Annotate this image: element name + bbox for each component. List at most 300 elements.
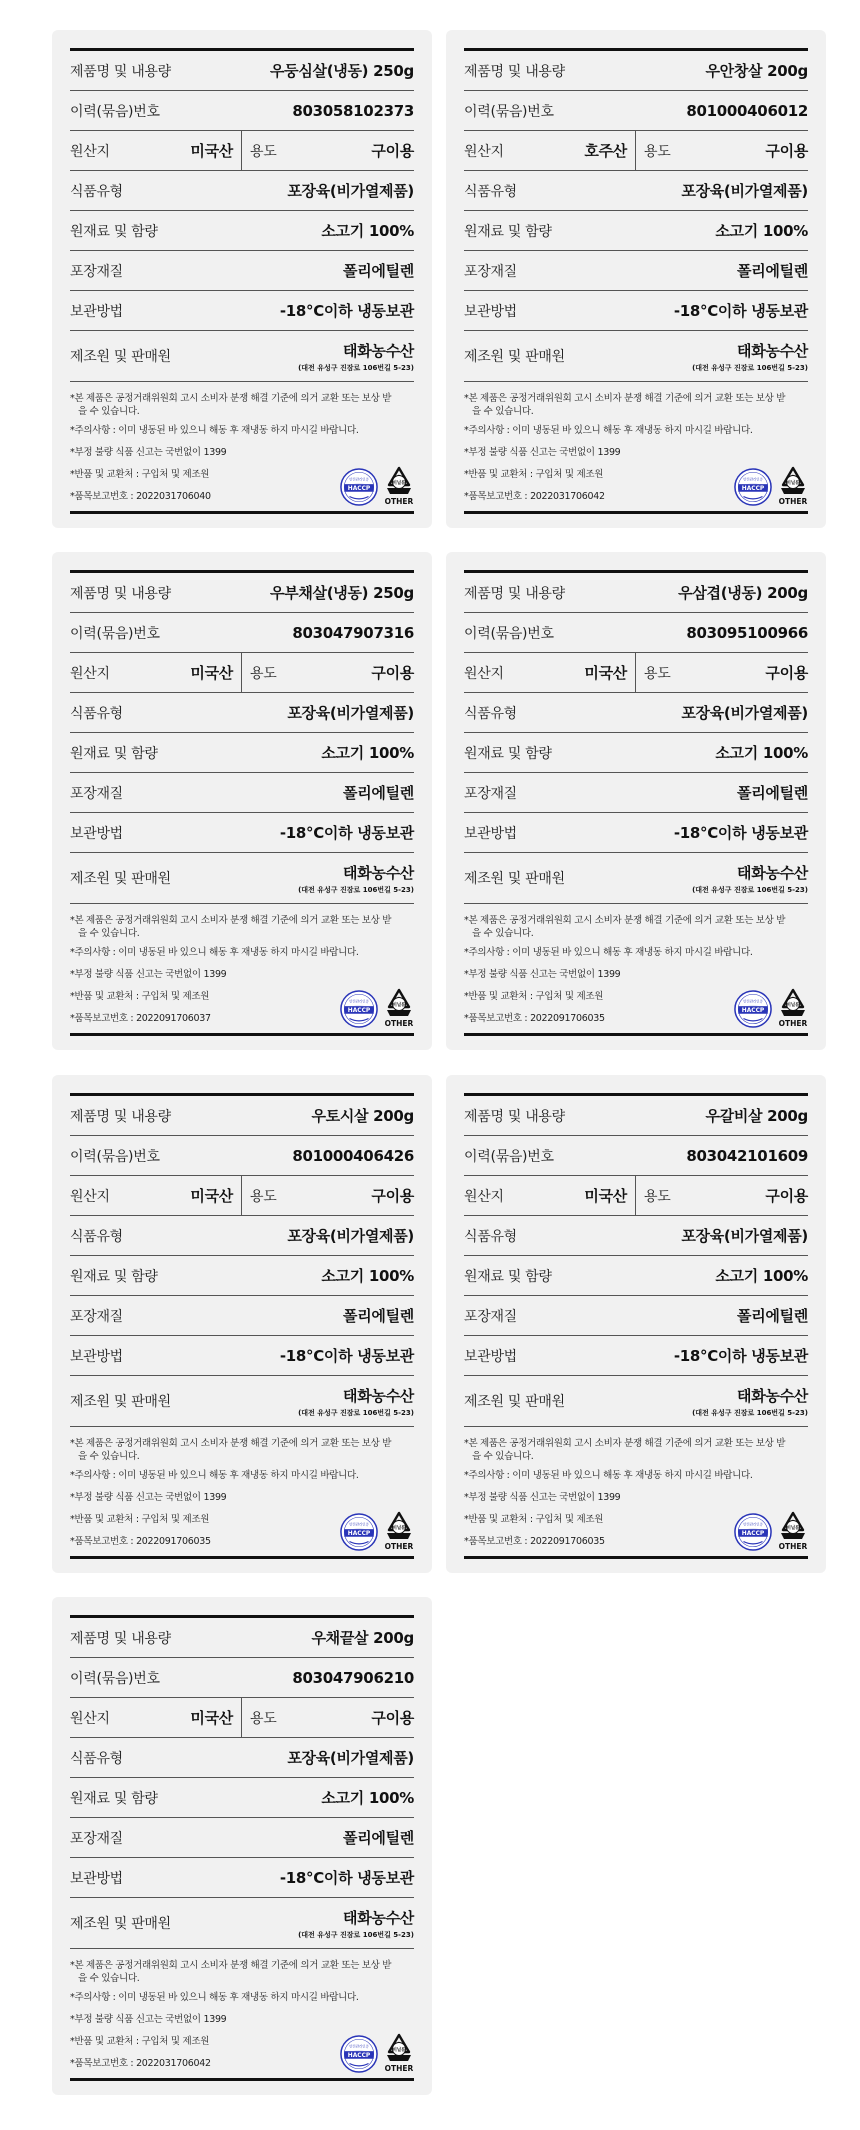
storage-label: 보관방법 xyxy=(70,1870,123,1887)
report-number: 2022031706040 xyxy=(136,491,211,502)
ingredients-label: 원재료 및 함량 xyxy=(464,745,552,762)
food-type-value: 포장육(비가열제품) xyxy=(287,1749,414,1767)
report-prefix: *품목보고번호 : xyxy=(70,1536,137,1547)
note-caution: *주의사항 : 이미 냉동된 바 있으니 해동 후 재냉동 하지 마시길 바랍니다. xyxy=(70,425,359,436)
maker-row xyxy=(464,331,808,382)
storage-value: -18°C이하 냉동보관 xyxy=(673,824,808,842)
note-guarantee-line2: 을 수 있습니다. xyxy=(78,928,140,939)
report-number: 2022091706037 xyxy=(136,1013,211,1024)
report-number: 2022031706042 xyxy=(136,2058,211,2069)
packaging-value: 폴리에틸렌 xyxy=(343,1307,414,1325)
product-value: 우안창살 200g xyxy=(705,62,808,80)
certification-marks xyxy=(734,1511,808,1551)
food-type-label: 식품유형 xyxy=(464,1228,517,1245)
report-prefix: *품목보고번호 : xyxy=(70,491,137,502)
haccp-icon xyxy=(340,2035,378,2073)
packaging-row xyxy=(70,773,414,813)
origin-usage-row xyxy=(70,131,414,171)
origin-label: 원산지 xyxy=(464,1188,504,1205)
storage-row xyxy=(464,1336,808,1376)
usage-cell xyxy=(242,131,414,170)
maker-label: 제조원 및 판매원 xyxy=(70,871,171,887)
bottom-rule xyxy=(70,2078,414,2081)
usage-value: 구이용 xyxy=(371,142,414,160)
note-report-hotline: *부정 불량 식품 신고는 국번없이 1399 xyxy=(464,969,621,980)
ingredients-label: 원재료 및 함량 xyxy=(70,1268,158,1285)
maker-label: 제조원 및 판매원 xyxy=(464,1394,565,1410)
note-guarantee-line2: 을 수 있습니다. xyxy=(78,406,140,417)
origin-cell xyxy=(70,1176,242,1215)
note-guarantee-line2: 을 수 있습니다. xyxy=(78,1973,140,1984)
usage-cell xyxy=(636,653,808,692)
maker-name: 태화농수산 xyxy=(343,863,414,882)
note-return: *반품 및 교환처 : 구입처 및 제조원 xyxy=(464,991,604,1002)
note-caution: *주의사항 : 이미 냉동된 바 있으니 해동 후 재냉동 하지 마시길 바랍니다. xyxy=(464,1470,753,1481)
product-value: 우갈비살 200g xyxy=(705,1107,808,1125)
trace-row xyxy=(464,613,808,653)
note-caution: *주의사항 : 이미 냉동된 바 있으니 해동 후 재냉동 하지 마시길 바랍니다. xyxy=(464,425,753,436)
storage-label: 보관방법 xyxy=(464,825,517,842)
report-prefix: *품목보고번호 : xyxy=(70,1013,137,1024)
svg-text:안전관리인증: 안전관리인증 xyxy=(349,477,369,482)
storage-label: 보관방법 xyxy=(464,303,517,320)
haccp-icon xyxy=(340,990,378,1028)
recycle-mark xyxy=(384,466,414,506)
product-label: 제품명 및 내용량 xyxy=(70,1108,171,1125)
maker-address: (대전 유성구 진잠로 106번길 5-23) xyxy=(298,1408,414,1417)
nutrition-label-card xyxy=(446,1075,826,1573)
haccp-icon xyxy=(734,990,772,1028)
note-guarantee-line1: *본 제품은 공정거래위원회 고시 소비자 분쟁 해결 기준에 의거 교환 또는 보상 받 xyxy=(70,393,392,404)
nutrition-label-card xyxy=(52,552,432,1050)
food-type-value: 포장육(비가열제품) xyxy=(287,182,414,200)
trace-value: 803047906210 xyxy=(292,1668,414,1687)
note-guarantee-line1: *본 제품은 공정거래위원회 고시 소비자 분쟁 해결 기준에 의거 교환 또는 보상 받 xyxy=(70,1960,392,1971)
maker-address: (대전 유성구 진잠로 106번길 5-23) xyxy=(692,363,808,372)
note-guarantee xyxy=(70,1959,414,1985)
report-prefix: *품목보고번호 : xyxy=(464,1536,531,1547)
storage-label: 보관방법 xyxy=(70,303,123,320)
note-guarantee-line1: *본 제품은 공정거래위원회 고시 소비자 분쟁 해결 기준에 의거 교환 또는 보상 받 xyxy=(70,1438,392,1449)
note-caution: *주의사항 : 이미 냉동된 바 있으니 해동 후 재냉동 하지 마시길 바랍니다. xyxy=(70,1992,359,2003)
origin-cell xyxy=(464,131,636,170)
origin-value: 미국산 xyxy=(190,1187,233,1205)
maker-label: 제조원 및 판매원 xyxy=(70,1394,171,1410)
product-row xyxy=(70,51,414,91)
note-guarantee xyxy=(70,1437,414,1463)
packaging-label: 포장재질 xyxy=(464,785,517,802)
ingredients-label: 원재료 및 함량 xyxy=(70,1790,158,1807)
nutrition-label-card xyxy=(446,552,826,1050)
food-type-row xyxy=(70,1216,414,1256)
trace-row xyxy=(70,91,414,131)
svg-text:비닐류: 비닐류 xyxy=(392,2048,406,2053)
trace-label: 이력(묶음)번호 xyxy=(464,103,554,120)
maker-row xyxy=(70,331,414,382)
ingredients-value: 소고기 100% xyxy=(321,1267,414,1285)
usage-label: 용도 xyxy=(250,143,277,160)
note-report-hotline: *부정 불량 식품 신고는 국번없이 1399 xyxy=(70,2014,227,2025)
trace-row xyxy=(70,613,414,653)
svg-text:HACCP: HACCP xyxy=(741,486,765,493)
storage-label: 보관방법 xyxy=(70,825,123,842)
packaging-value: 폴리에틸렌 xyxy=(737,784,808,802)
storage-value: -18°C이하 냉동보관 xyxy=(673,302,808,320)
ingredients-label: 원재료 및 함량 xyxy=(70,223,158,240)
recycle-other-text: OTHER xyxy=(778,1019,808,1028)
origin-usage-row xyxy=(70,653,414,693)
packaging-row xyxy=(464,773,808,813)
haccp-icon xyxy=(340,1513,378,1551)
svg-text:안전관리인증: 안전관리인증 xyxy=(743,999,763,1004)
usage-cell xyxy=(636,131,808,170)
haccp-icon xyxy=(734,1513,772,1551)
maker-row xyxy=(70,1376,414,1427)
svg-text:HACCP: HACCP xyxy=(741,1008,765,1015)
origin-cell xyxy=(70,653,242,692)
food-type-value: 포장육(비가열제품) xyxy=(287,704,414,722)
note-return: *반품 및 교환처 : 구입처 및 제조원 xyxy=(464,469,604,480)
product-value: 우삼겹(냉동) 200g xyxy=(678,584,808,602)
food-type-row xyxy=(464,1216,808,1256)
nutrition-label-card xyxy=(52,1075,432,1573)
maker-label: 제조원 및 판매원 xyxy=(464,871,565,887)
recycle-other-text: OTHER xyxy=(778,1542,808,1551)
svg-text:HACCP: HACCP xyxy=(741,1531,765,1538)
origin-usage-row xyxy=(70,1698,414,1738)
packaging-row xyxy=(464,1296,808,1336)
origin-usage-row xyxy=(464,1176,808,1216)
trace-row xyxy=(464,1136,808,1176)
storage-row xyxy=(464,291,808,331)
origin-value: 미국산 xyxy=(190,142,233,160)
food-type-value: 포장육(비가열제품) xyxy=(681,1227,808,1245)
svg-text:안전관리인증: 안전관리인증 xyxy=(349,999,369,1004)
usage-value: 구이용 xyxy=(371,664,414,682)
storage-value: -18°C이하 냉동보관 xyxy=(279,1347,414,1365)
ingredients-row xyxy=(70,733,414,773)
maker-address: (대전 유성구 진잠로 106번길 5-23) xyxy=(298,363,414,372)
storage-value: -18°C이하 냉동보관 xyxy=(673,1347,808,1365)
origin-cell xyxy=(70,1698,242,1737)
usage-label: 용도 xyxy=(644,665,671,682)
trace-label: 이력(묶음)번호 xyxy=(70,1148,160,1165)
note-caution: *주의사항 : 이미 냉동된 바 있으니 해동 후 재냉동 하지 마시길 바랍니다. xyxy=(70,1470,359,1481)
usage-value: 구이용 xyxy=(765,664,808,682)
food-type-row xyxy=(70,693,414,733)
product-row xyxy=(464,1096,808,1136)
haccp-icon xyxy=(340,468,378,506)
report-number: 2022091706035 xyxy=(136,1536,211,1547)
food-type-label: 식품유형 xyxy=(70,1750,123,1767)
packaging-value: 폴리에틸렌 xyxy=(343,784,414,802)
ingredients-value: 소고기 100% xyxy=(715,744,808,762)
recycle-icon xyxy=(384,1511,414,1541)
trace-label: 이력(묶음)번호 xyxy=(464,1148,554,1165)
packaging-value: 폴리에틸렌 xyxy=(343,1829,414,1847)
origin-value: 미국산 xyxy=(190,1709,233,1727)
trace-row xyxy=(70,1136,414,1176)
trace-value: 803042101609 xyxy=(686,1146,808,1165)
ingredients-value: 소고기 100% xyxy=(715,222,808,240)
recycle-other-text: OTHER xyxy=(384,2064,414,2073)
svg-text:비닐류: 비닐류 xyxy=(392,1003,406,1008)
food-type-label: 식품유형 xyxy=(70,1228,123,1245)
note-report-hotline: *부정 불량 식품 신고는 국번없이 1399 xyxy=(70,1492,227,1503)
packaging-value: 폴리에틸렌 xyxy=(737,1307,808,1325)
svg-text:안전관리인증: 안전관리인증 xyxy=(349,2044,369,2049)
maker-address: (대전 유성구 진잠로 106번길 5-23) xyxy=(298,885,414,894)
certification-marks xyxy=(340,988,414,1028)
usage-value: 구이용 xyxy=(371,1187,414,1205)
recycle-mark xyxy=(384,988,414,1028)
origin-label: 원산지 xyxy=(464,665,504,682)
note-guarantee-line2: 을 수 있습니다. xyxy=(472,406,534,417)
packaging-row xyxy=(464,251,808,291)
note-guarantee-line1: *본 제품은 공정거래위원회 고시 소비자 분쟁 해결 기준에 의거 교환 또는 보상 받 xyxy=(464,915,786,926)
maker-address: (대전 유성구 진잠로 106번길 5-23) xyxy=(298,1930,414,1939)
certification-marks xyxy=(734,466,808,506)
ingredients-label: 원재료 및 함량 xyxy=(464,1268,552,1285)
certification-marks xyxy=(340,2033,414,2073)
packaging-label: 포장재질 xyxy=(70,785,123,802)
bottom-rule xyxy=(464,1556,808,1559)
report-prefix: *품목보고번호 : xyxy=(70,2058,137,2069)
report-prefix: *품목보고번호 : xyxy=(464,1013,531,1024)
maker-name: 태화농수산 xyxy=(343,1908,414,1927)
food-type-row xyxy=(70,1738,414,1778)
packaging-row xyxy=(70,1818,414,1858)
bottom-rule xyxy=(70,1556,414,1559)
recycle-icon xyxy=(778,466,808,496)
trace-value: 803047907316 xyxy=(292,623,414,642)
note-return: *반품 및 교환처 : 구입처 및 제조원 xyxy=(70,991,210,1002)
ingredients-row xyxy=(70,1256,414,1296)
packaging-label: 포장재질 xyxy=(70,1830,123,1847)
note-return: *반품 및 교환처 : 구입처 및 제조원 xyxy=(464,1514,604,1525)
maker-label: 제조원 및 판매원 xyxy=(464,349,565,365)
usage-value: 구이용 xyxy=(765,1187,808,1205)
note-guarantee xyxy=(70,392,414,418)
food-type-value: 포장육(비가열제품) xyxy=(681,704,808,722)
usage-label: 용도 xyxy=(644,1188,671,1205)
food-type-value: 포장육(비가열제품) xyxy=(287,1227,414,1245)
usage-value: 구이용 xyxy=(765,142,808,160)
recycle-other-text: OTHER xyxy=(384,497,414,506)
usage-value: 구이용 xyxy=(371,1709,414,1727)
ingredients-row xyxy=(464,733,808,773)
svg-text:비닐류: 비닐류 xyxy=(392,481,406,486)
haccp-icon xyxy=(734,468,772,506)
usage-cell xyxy=(242,1698,414,1737)
svg-text:안전관리인증: 안전관리인증 xyxy=(743,1522,763,1527)
svg-text:HACCP: HACCP xyxy=(347,2053,371,2060)
product-row xyxy=(464,51,808,91)
packaging-label: 포장재질 xyxy=(70,263,123,280)
trace-value: 803095100966 xyxy=(686,623,808,642)
report-number: 2022091706035 xyxy=(530,1536,605,1547)
product-label: 제품명 및 내용량 xyxy=(464,585,565,602)
maker-label: 제조원 및 판매원 xyxy=(70,349,171,365)
ingredients-row xyxy=(464,211,808,251)
product-label: 제품명 및 내용량 xyxy=(70,1630,171,1647)
recycle-other-text: OTHER xyxy=(778,497,808,506)
maker-address: (대전 유성구 진잠로 106번길 5-23) xyxy=(692,885,808,894)
product-value: 우채끝살 200g xyxy=(311,1629,414,1647)
product-row xyxy=(70,1618,414,1658)
certification-marks xyxy=(340,1511,414,1551)
storage-label: 보관방법 xyxy=(464,1348,517,1365)
maker-name: 태화농수산 xyxy=(343,341,414,360)
svg-text:HACCP: HACCP xyxy=(347,486,371,493)
svg-text:안전관리인증: 안전관리인증 xyxy=(349,1522,369,1527)
ingredients-value: 소고기 100% xyxy=(715,1267,808,1285)
recycle-mark xyxy=(778,1511,808,1551)
product-value: 우부채살(냉동) 250g xyxy=(269,584,414,602)
packaging-label: 포장재질 xyxy=(464,1308,517,1325)
recycle-other-text: OTHER xyxy=(384,1019,414,1028)
bottom-rule xyxy=(464,1033,808,1036)
note-return: *반품 및 교환처 : 구입처 및 제조원 xyxy=(70,469,210,480)
packaging-label: 포장재질 xyxy=(70,1308,123,1325)
note-guarantee xyxy=(464,1437,808,1463)
product-label: 제품명 및 내용량 xyxy=(70,585,171,602)
ingredients-value: 소고기 100% xyxy=(321,744,414,762)
trace-value: 801000406012 xyxy=(686,101,808,120)
ingredients-label: 원재료 및 함량 xyxy=(464,223,552,240)
note-guarantee-line2: 을 수 있습니다. xyxy=(472,928,534,939)
ingredients-row xyxy=(70,1778,414,1818)
trace-label: 이력(묶음)번호 xyxy=(464,625,554,642)
origin-cell xyxy=(464,653,636,692)
food-type-row xyxy=(70,171,414,211)
bottom-rule xyxy=(70,511,414,514)
origin-usage-row xyxy=(464,653,808,693)
maker-name: 태화농수산 xyxy=(737,1386,808,1405)
food-type-label: 식품유형 xyxy=(70,183,123,200)
note-caution: *주의사항 : 이미 냉동된 바 있으니 해동 후 재냉동 하지 마시길 바랍니다. xyxy=(70,947,359,958)
note-report-hotline: *부정 불량 식품 신고는 국번없이 1399 xyxy=(464,447,621,458)
product-label: 제품명 및 내용량 xyxy=(464,63,565,80)
usage-cell xyxy=(242,653,414,692)
recycle-icon xyxy=(778,1511,808,1541)
note-return: *반품 및 교환처 : 구입처 및 제조원 xyxy=(70,2036,210,2047)
svg-text:비닐류: 비닐류 xyxy=(392,1526,406,1531)
note-guarantee xyxy=(70,914,414,940)
recycle-icon xyxy=(384,988,414,1018)
note-guarantee-line2: 을 수 있습니다. xyxy=(78,1451,140,1462)
storage-value: -18°C이하 냉동보관 xyxy=(279,824,414,842)
packaging-row xyxy=(70,251,414,291)
trace-row xyxy=(464,91,808,131)
food-type-row xyxy=(464,693,808,733)
recycle-mark xyxy=(384,2033,414,2073)
storage-row xyxy=(70,813,414,853)
storage-row xyxy=(70,291,414,331)
origin-label: 원산지 xyxy=(70,1188,110,1205)
packaging-value: 폴리에틸렌 xyxy=(737,262,808,280)
packaging-value: 폴리에틸렌 xyxy=(343,262,414,280)
usage-label: 용도 xyxy=(250,1188,277,1205)
recycle-mark xyxy=(778,988,808,1028)
product-row xyxy=(70,573,414,613)
storage-row xyxy=(70,1858,414,1898)
product-value: 우토시살 200g xyxy=(311,1107,414,1125)
svg-text:안전관리인증: 안전관리인증 xyxy=(743,477,763,482)
note-report-hotline: *부정 불량 식품 신고는 국번없이 1399 xyxy=(464,1492,621,1503)
report-number: 2022091706035 xyxy=(530,1013,605,1024)
maker-row xyxy=(70,1898,414,1949)
origin-cell xyxy=(70,131,242,170)
report-prefix: *품목보고번호 : xyxy=(464,491,531,502)
usage-label: 용도 xyxy=(250,1710,277,1727)
recycle-icon xyxy=(384,2033,414,2063)
bottom-rule xyxy=(464,511,808,514)
maker-name: 태화농수산 xyxy=(737,863,808,882)
usage-label: 용도 xyxy=(644,143,671,160)
packaging-row xyxy=(70,1296,414,1336)
svg-text:비닐류: 비닐류 xyxy=(786,1003,800,1008)
note-report-hotline: *부정 불량 식품 신고는 국번없이 1399 xyxy=(70,447,227,458)
note-guarantee xyxy=(464,914,808,940)
origin-label: 원산지 xyxy=(70,665,110,682)
food-type-label: 식품유형 xyxy=(70,705,123,722)
product-row xyxy=(464,573,808,613)
origin-value: 미국산 xyxy=(584,664,627,682)
note-caution: *주의사항 : 이미 냉동된 바 있으니 해동 후 재냉동 하지 마시길 바랍니다. xyxy=(464,947,753,958)
recycle-icon xyxy=(384,466,414,496)
storage-value: -18°C이하 냉동보관 xyxy=(279,302,414,320)
trace-value: 803058102373 xyxy=(292,101,414,120)
trace-label: 이력(묶음)번호 xyxy=(70,103,160,120)
maker-row xyxy=(70,853,414,904)
origin-value: 미국산 xyxy=(584,1187,627,1205)
food-type-row xyxy=(464,171,808,211)
product-value: 우둥심살(냉동) 250g xyxy=(269,62,414,80)
maker-name: 태화농수산 xyxy=(343,1386,414,1405)
origin-label: 원산지 xyxy=(70,1710,110,1727)
note-guarantee-line2: 을 수 있습니다. xyxy=(472,1451,534,1462)
origin-label: 원산지 xyxy=(464,143,504,160)
trace-label: 이력(묶음)번호 xyxy=(70,625,160,642)
maker-row xyxy=(464,853,808,904)
food-type-label: 식품유형 xyxy=(464,183,517,200)
origin-usage-row xyxy=(70,1176,414,1216)
maker-label: 제조원 및 판매원 xyxy=(70,1916,171,1932)
storage-row xyxy=(464,813,808,853)
food-type-value: 포장육(비가열제품) xyxy=(681,182,808,200)
trace-label: 이력(묶음)번호 xyxy=(70,1670,160,1687)
maker-name: 태화농수산 xyxy=(737,341,808,360)
origin-usage-row xyxy=(464,131,808,171)
usage-label: 용도 xyxy=(250,665,277,682)
svg-text:HACCP: HACCP xyxy=(347,1008,371,1015)
trace-value: 801000406426 xyxy=(292,1146,414,1165)
ingredients-row xyxy=(464,1256,808,1296)
certification-marks xyxy=(340,466,414,506)
maker-address: (대전 유성구 진잠로 106번길 5-23) xyxy=(692,1408,808,1417)
ingredients-label: 원재료 및 함량 xyxy=(70,745,158,762)
origin-value: 호주산 xyxy=(584,142,627,160)
product-row xyxy=(70,1096,414,1136)
ingredients-value: 소고기 100% xyxy=(321,1789,414,1807)
storage-value: -18°C이하 냉동보관 xyxy=(279,1869,414,1887)
origin-cell xyxy=(464,1176,636,1215)
bottom-rule xyxy=(70,1033,414,1036)
nutrition-label-card xyxy=(52,30,432,528)
food-type-label: 식품유형 xyxy=(464,705,517,722)
usage-cell xyxy=(242,1176,414,1215)
